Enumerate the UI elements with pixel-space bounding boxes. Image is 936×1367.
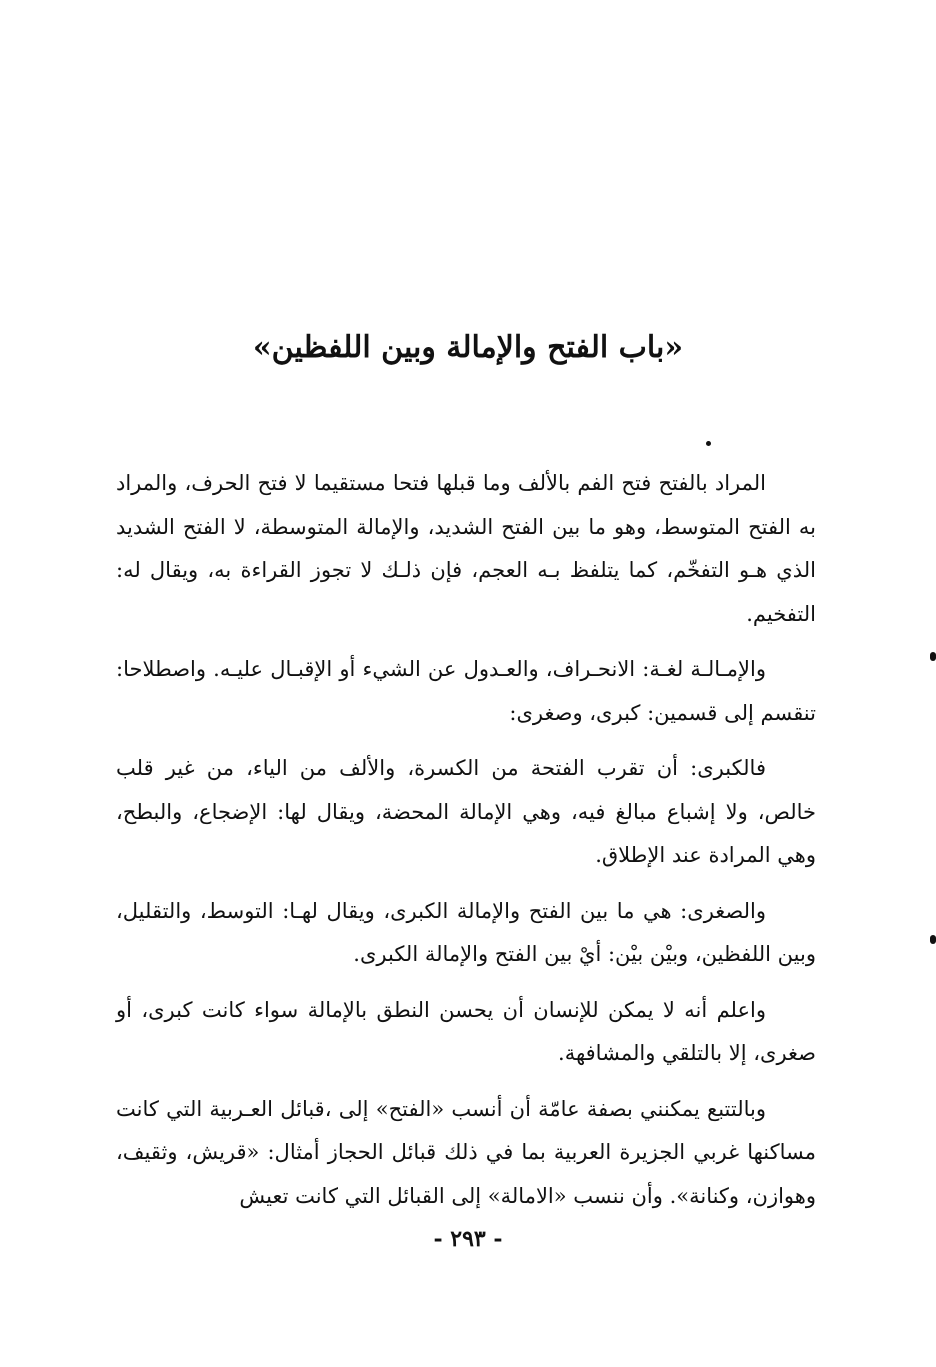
- chapter-title: «باب الفتح والإمالة وبين اللفظين»: [252, 330, 684, 365]
- paragraph: وبالتتبع يمكنني بصفة عامّة أن أنسب «الفتح» إلى ،قبائل العـربية التي كانت مساكنها غربي الجزيرة العربية بما في ذلك قبائل الحجاز أمثال: «قريش، وثقيف، وهوازن، وكنانة». وأن ننسب «الامالة» إلى القبائل التي كانت تعيش: [116, 1096, 816, 1208]
- paragraph: فالكبرى: أن تقرب الفتحة من الكسرة، والألف من الياء، من غير قلب خالص، ولا إشباع مبالغ فيه، وهي الإمالة المحضة، ويقال لها: الإضجاع، والبطح، وهي المرادة عند الإطلاق.: [116, 756, 816, 867]
- paragraph: والصغرى: هي ما بين الفتح والإمالة الكبرى، ويقال لهـا: التوسط، والتقليل، وبين اللفظين، وبيْن بيْن: أيْ بين الفتح والإمالة الكبرى.: [116, 898, 816, 966]
- page-number: - ٢٩٣ -: [433, 1226, 503, 1252]
- body-text: [116, 462, 816, 1230]
- margin-mark: [930, 652, 936, 661]
- paragraph: المراد بالفتح فتح الفم بالألف وما قبلها فتحا مستقيما لا فتح الحرف، والمراد به الفتح المتوسط، وهو ما بين الفتح الشديد، والإمالة المتوسطة، لا الفتح الشديد الذي هـو التفخّم، كما يتلفظ بـه العجم، فإن ذلـك لا تجوز القراءة به، ويقال له: التفخيم.: [116, 471, 816, 626]
- margin-mark: [930, 935, 936, 944]
- paragraph: والإمـالـة لغـة: الانحـراف، والعـدول عن الشيء أو الإقبـال عليـه. واصطلاحا: تنقسم إلى قسمين: كبرى، وصغرى:: [116, 657, 816, 725]
- ink-dot: [706, 441, 711, 446]
- paragraph: واعلم أنه لا يمكن للإنسان أن يحسن النطق بالإمالة سواء كانت كبرى، أو صغرى، إلا بالتلقي والمشافهة.: [116, 997, 816, 1065]
